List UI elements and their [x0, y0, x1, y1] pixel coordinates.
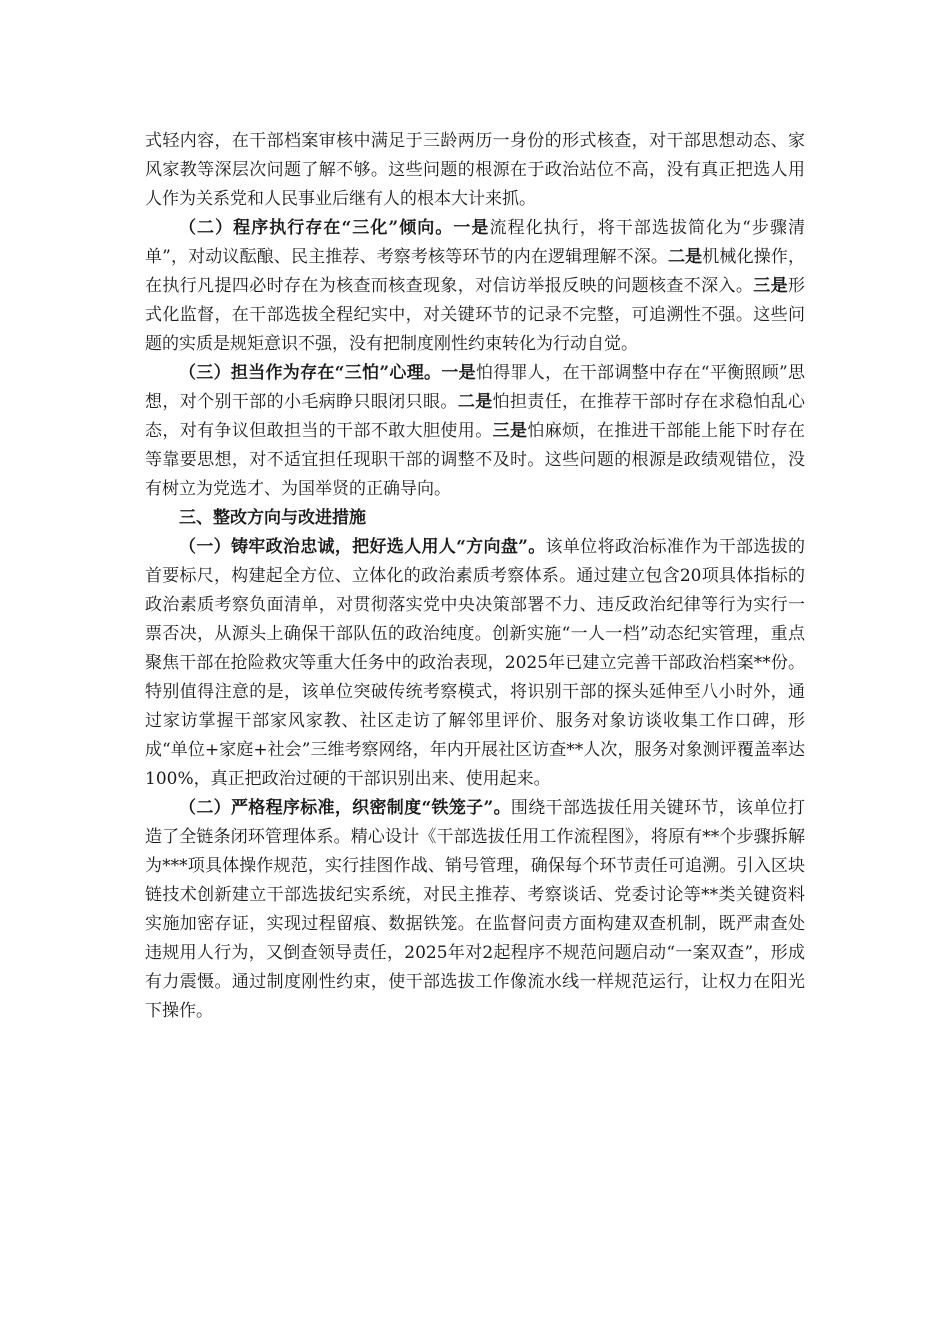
point-label-third: 三是 [492, 421, 528, 441]
body-text: 机械化操作，在执行凡提四必时存在为核查而核查现象，对信访举报反映的问题核查不深入。 [145, 247, 805, 296]
point-label-second: 二是 [668, 247, 703, 267]
point-label-first: 一是 [453, 218, 490, 238]
measure-heading-2: （二）严格程序标准，织密制度“铁笼子”。 [179, 798, 511, 818]
point-label-third: 三是 [753, 276, 789, 296]
body-text: 怕麻烦，在推进干部能上能下时存在等靠要思想，对不适宜担任现职干部的调整不及时。这些问题的根源是政绩观错位，没有树立为党选才、为国举贤的正确导向。 [145, 421, 806, 499]
section-heading-2: （二）程序执行存在“三化”倾向。 [179, 218, 454, 238]
chapter-heading-text: 三、整改方向与改进措施 [179, 508, 366, 528]
paragraph-2 [145, 214, 805, 359]
paragraph-6 [145, 794, 805, 1026]
chapter-heading [145, 504, 805, 533]
body-text: 式轻内容，在干部档案审核中满足于三龄两历一身份的形式核查，对干部思想动态、家风家教等深层次问题了解不够。这些问题的根源在于政治站位不高，没有真正把选人用人作为关系党和人民事业后继有人的根本大计来抓。 [145, 131, 805, 209]
body-text: 围绕干部选拔任用关键环节，该单位打造了全链条闭环管理体系。精心设计《干部选拔任用工作流程图》，将原有**个步骤拆解为***项具体操作规范，实行挂图作战、销号管理，确保每个环节责任可追溯。引入区块链技术创新建立干部选拔纪实系统，对民主推荐、考察谈话、党委讨论等**类关键资料实施加密存证，实现过程留痕、数据铁笼。在监督问责方面构建双查机制，既严肃查处违规用人行为，又倒查领导责任，2025年对2起程序不规范问题启动“一案双查”，形成有力震慑。通过制度刚性约束，使干部选拔工作像流水线一样规范运行，让权力在阳光下操作。 [145, 798, 806, 1021]
body-text: 形式化监督，在干部选拔全程纪实中，对关键环节的记录不完整，可追溯性不强。这些问题的实质是规矩意识不强，没有把制度刚性约束转化为行动自觉。 [145, 276, 806, 354]
measure-heading-1: （一）铸牢政治忠诚，把好选人用人“方向盘”。 [179, 537, 546, 557]
section-heading-3: （三）担当作为存在“三怕”心理。 [179, 363, 442, 383]
body-text: 怕担责任，在推荐干部时存在求稳怕乱心态，对有争议但敢担当的干部不敢大胆使用。 [145, 392, 806, 441]
body-text: 流程化执行，将干部选拔简化为“步骤清单”，对动议酝酿、民主推荐、考察考核等环节的内在逻辑理解不深。 [145, 218, 806, 267]
body-text: 怕得罪人，在干部调整中存在“平衡照顾”思想，对个别干部的小毛病睁只眼闭只眼。 [145, 363, 806, 412]
body-text: 该单位将政治标准作为干部选拔的首要标尺，构建起全方位、立体化的政治素质考察体系。通过建立包含20项具体指标的政治素质考察负面清单，对贯彻落实党中央决策部署不力、违反政治纪律等行为实行一票否决，从源头上确保干部队伍的政治纯度。创新实施“一人一档”动态纪实管理，重点聚焦干部在抢险救灾等重大任务中的政治表现，2025年已建立完善干部政治档案**份。特别值得注意的是，该单位突破传统考察模式，将识别干部的探头延伸至八小时外，通过家访掌握干部家风家教、社区走访了解邻里评价、服务对象访谈收集工作口碑，形成“单位+家庭+社会”三维考察网络，年内开展社区访查**人次，服务对象测评覆盖率达100%，真正把政治过硬的干部识别出来、使用起来。 [145, 537, 805, 789]
paragraph-1 [145, 127, 805, 214]
document-page [145, 127, 805, 1026]
paragraph-3 [145, 359, 805, 504]
point-label-first: 一是 [441, 363, 476, 383]
point-label-second: 二是 [457, 392, 493, 412]
paragraph-5 [145, 533, 805, 794]
